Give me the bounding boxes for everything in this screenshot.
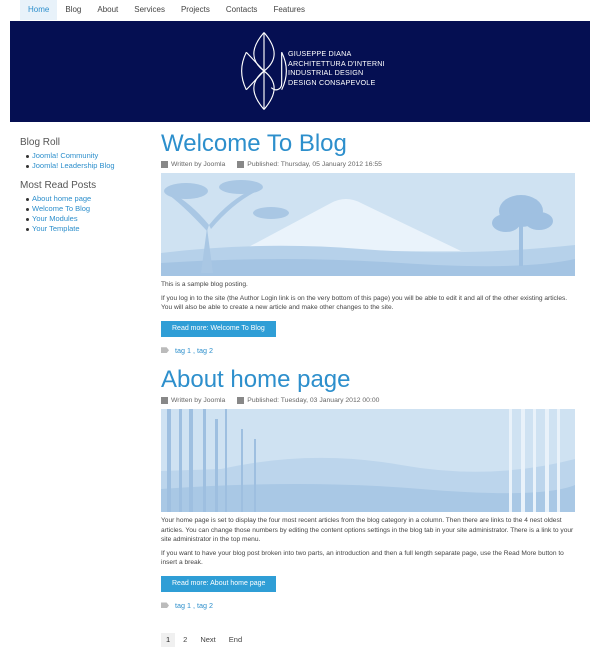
most-read-link[interactable]: Your Modules [26,214,150,224]
most-read-list [26,194,150,234]
article-date: Published: Thursday, 05 January 2012 16:55 [247,160,382,168]
article-paragraph: If you want to have your blog post broken into two parts, an introduction and then a full length separate page, use the Read More button to insert a break. [161,549,564,567]
article-paragraph: This is a sample blog posting. [161,281,248,288]
tag-icon [161,347,169,353]
user-icon [161,161,168,168]
blog-roll-link[interactable]: Joomla! Leadership Blog [26,161,150,171]
article-body [161,280,575,313]
article-paragraph: Your home page is set to display the four most recent articles from the blog category in a column. Then there are links to the 4 nest oldest articles. You can change those numbers by editing the content options settings in the blog tab in your site administrator. There is a link to your site administrator in the top menu. [161,517,574,544]
article-tags [161,601,575,610]
most-read-link[interactable]: Welcome To Blog [26,204,150,214]
article-title[interactable]: Welcome To Blog [161,130,347,157]
article-tags [161,346,575,355]
logo-icon [238,28,290,114]
logo-line-4: DESIGN CONSAPEVOLE [288,77,376,87]
article-meta [161,395,575,405]
page-end[interactable]: End [228,635,243,644]
nav-about[interactable]: About [97,5,119,14]
blog-roll-title: Blog Roll [20,137,61,148]
article-body [161,516,575,568]
article-author: Written by Joomla [171,160,226,168]
article-image [161,409,575,512]
nav-home[interactable]: Home [20,0,57,20]
user-icon [161,397,168,404]
nav-blog[interactable]: Blog [65,5,82,14]
sidebar [20,137,150,243]
most-read-title: Most Read Posts [20,180,97,191]
page-1[interactable]: 1 [161,633,175,647]
article-paragraph: If you log in to the site (the Author Login link is on the very bottom of this page) you will be able to edit it and all of the other existing articles. You will also be able to create a new article and make other changes to the site. [161,294,568,312]
blog-roll-link[interactable]: Joomla! Community [26,151,150,161]
page-2[interactable]: 2 [183,635,188,644]
tag-icon [161,602,169,608]
article-image [161,173,575,276]
nav-contacts[interactable]: Contacts [225,5,258,14]
blog-roll-list [26,151,150,171]
article-title[interactable]: About home page [161,366,351,393]
logo-line-2: ARCHITETTURA D'INTERNI [288,58,385,68]
article [161,131,575,355]
article-meta [161,159,575,169]
most-read-link[interactable]: Your Template [26,224,150,234]
tag-links[interactable]: tag 1 , tag 2 [175,345,213,355]
read-more-button[interactable]: Read more: About home page [161,576,276,592]
article-date: Published: Tuesday, 03 January 2012 00:00 [247,396,380,404]
top-nav [20,0,313,20]
logo-line-3: INDUSTRIAL DESIGN [288,68,364,78]
article [161,367,575,610]
calendar-icon [237,161,244,168]
logo-text [288,49,385,87]
article-author: Written by Joomla [171,396,226,404]
nav-projects[interactable]: Projects [180,5,210,14]
logo-line-1: GIUSEPPE DIANA [288,49,352,58]
nav-features[interactable]: Features [273,5,306,14]
calendar-icon [237,397,244,404]
read-more-button[interactable]: Read more: Welcome To Blog [161,321,276,337]
pagination [161,633,250,647]
most-read-link[interactable]: About home page [26,194,150,204]
nav-services[interactable]: Services [134,5,165,14]
tag-links[interactable]: tag 1 , tag 2 [175,600,213,610]
page-next[interactable]: Next [200,635,216,644]
header-banner [10,21,590,122]
